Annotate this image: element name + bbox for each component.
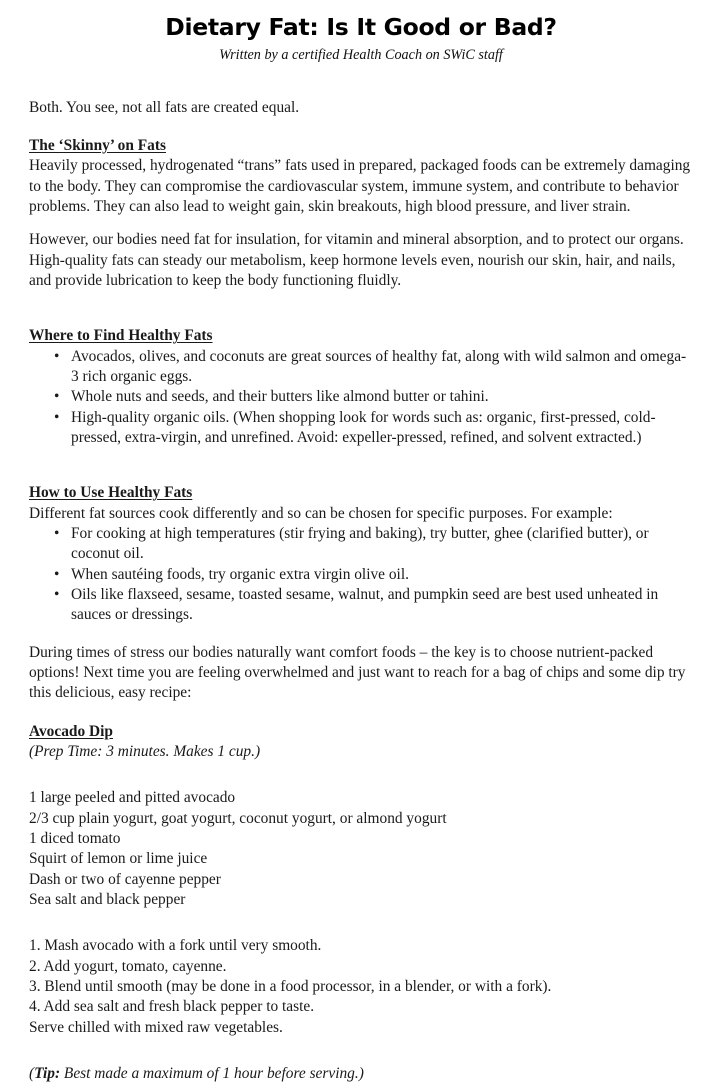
list-item-text: For cooking at high temperatures (stir frying and baking), try butter, ghee (clarified butter), or coconut oil. — [71, 525, 649, 563]
list-item: 1 large peeled and pitted avocado — [29, 789, 236, 807]
spacer — [29, 1038, 693, 1064]
recipe-ingredients-list — [29, 788, 693, 910]
list-item: Squirt of lemon or lime juice — [29, 850, 208, 868]
where-to-find-bullet-list — [29, 347, 693, 449]
list-item: 1 diced tomato — [29, 829, 121, 847]
list-item: 3. Blend until smooth (may be done in a food processor, in a blender, or with a fork). — [29, 977, 552, 995]
comfort-foods-paragraph: During times of stress our bodies naturally want comfort foods – the key is to choose nutrient-packed options! Next time you are feeling overwhelmed and just want to reach for a bag of chips and some dip try this delicious, easy recipe: — [29, 643, 686, 702]
section-heading-how-to-use: How to Use Healthy Fats — [29, 484, 193, 502]
list-item — [29, 524, 693, 565]
list-item-text: When sautéing foods, try organic extra virgin olive oil. — [71, 565, 409, 583]
recipe-heading-wrapper — [29, 721, 693, 742]
intro-paragraph: Both. You see, not all fats are created equal. — [29, 98, 300, 116]
list-item — [29, 585, 693, 626]
list-item: Sea salt and black pepper — [29, 890, 186, 908]
bullet-icon: • — [54, 388, 60, 406]
list-item: Dash or two of cayenne pepper — [29, 870, 221, 888]
recipe-prep-note: (Prep Time: 3 minutes. Makes 1 cup.) — [29, 742, 261, 760]
recipe-steps-list — [29, 936, 693, 1038]
spacer — [29, 704, 693, 721]
list-item: 1. Mash avocado with a fork until very smooth. — [29, 937, 322, 955]
spacer — [29, 910, 693, 936]
list-item — [29, 387, 693, 407]
list-item-text: High-quality organic oils. (When shopping look for words such as: organic, first-pressed, cold-pressed, extra-virgin, and unrefined. Avoid: expeller-pressed, refined, and solvent extracted.) — [71, 408, 656, 447]
list-item-text: Avocados, olives, and coconuts are great sources of healthy fat, along with wild salmon and omega-3 rich organic eggs. — [71, 347, 687, 386]
bullet-icon: • — [54, 525, 60, 542]
spacer — [29, 217, 693, 230]
spacer — [29, 762, 693, 788]
spacer — [29, 448, 693, 482]
list-item: Serve chilled with mixed raw vegetables. — [29, 1018, 283, 1036]
tip-open-paren: ( — [29, 1064, 35, 1082]
list-item-text: Oils like flaxseed, sesame, toasted sesame, walnut, and pumpkin seed are best used unheated in sauces or dressings. — [71, 585, 659, 624]
how-to-use-bullet-list — [29, 524, 693, 626]
spacer — [29, 626, 693, 643]
bullet-icon: • — [54, 585, 60, 603]
page-subtitle: Written by a certified Health Coach on SWiC staff — [219, 46, 503, 63]
bullet-icon: • — [54, 565, 60, 583]
tip-close-paren: ) — [358, 1064, 364, 1082]
list-item — [29, 565, 693, 585]
list-item — [29, 408, 693, 449]
section-heading-where-to-find: Where to Find Healthy Fats — [29, 327, 213, 345]
list-item — [29, 347, 693, 388]
tip-text: Best made a maximum of 1 hour before serving. — [60, 1064, 359, 1082]
spacer — [29, 291, 693, 325]
skinny-paragraph-2: However, our bodies need fat for insulation, for vitamin and mineral absorption, and to protect our organs. High-quality fats can steady our metabolism, keep hormone levels even, nourish our skin, hair, and nails, and provide lubrication to keep the body functioning fluidly. — [29, 231, 684, 290]
recipe-tip — [29, 1064, 693, 1084]
recipe-heading: Avocado Dip — [29, 722, 113, 740]
page-title: Dietary Fat: Is It Good or Bad? — [165, 13, 557, 41]
list-item: 2/3 cup plain yogurt, goat yogurt, coconut yogurt, or almond yogurt — [29, 809, 447, 827]
how-to-use-lead: Different fat sources cook differently and so can be chosen for specific purposes. For example: — [29, 504, 613, 522]
bullet-icon: • — [54, 347, 60, 365]
list-item: 4. Add sea salt and fresh black pepper to taste. — [29, 998, 315, 1016]
tip-label: Tip: — [34, 1064, 61, 1082]
spacer — [29, 118, 693, 135]
list-item-text: Whole nuts and seeds, and their butters like almond butter or tahini. — [71, 388, 489, 406]
section-heading-where-to-find-wrapper — [29, 325, 693, 346]
section-heading-skinny-wrapper — [29, 135, 693, 156]
section-heading-how-to-use-wrapper — [29, 482, 693, 503]
skinny-paragraph-1: Heavily processed, hydrogenated “trans” fats used in prepared, packaged foods can be extremely damaging to the body. They can compromise the cardiovascular system, immune system, and contribute to behavior problems. They can also lead to weight gain, skin breakouts, high blood pressure, and liver strain. — [29, 157, 691, 216]
bullet-icon: • — [54, 408, 60, 426]
spacer — [29, 64, 693, 98]
list-item: 2. Add yogurt, tomato, cayenne. — [29, 957, 227, 975]
section-heading-skinny: The ‘Skinny’ on Fats — [29, 137, 166, 155]
